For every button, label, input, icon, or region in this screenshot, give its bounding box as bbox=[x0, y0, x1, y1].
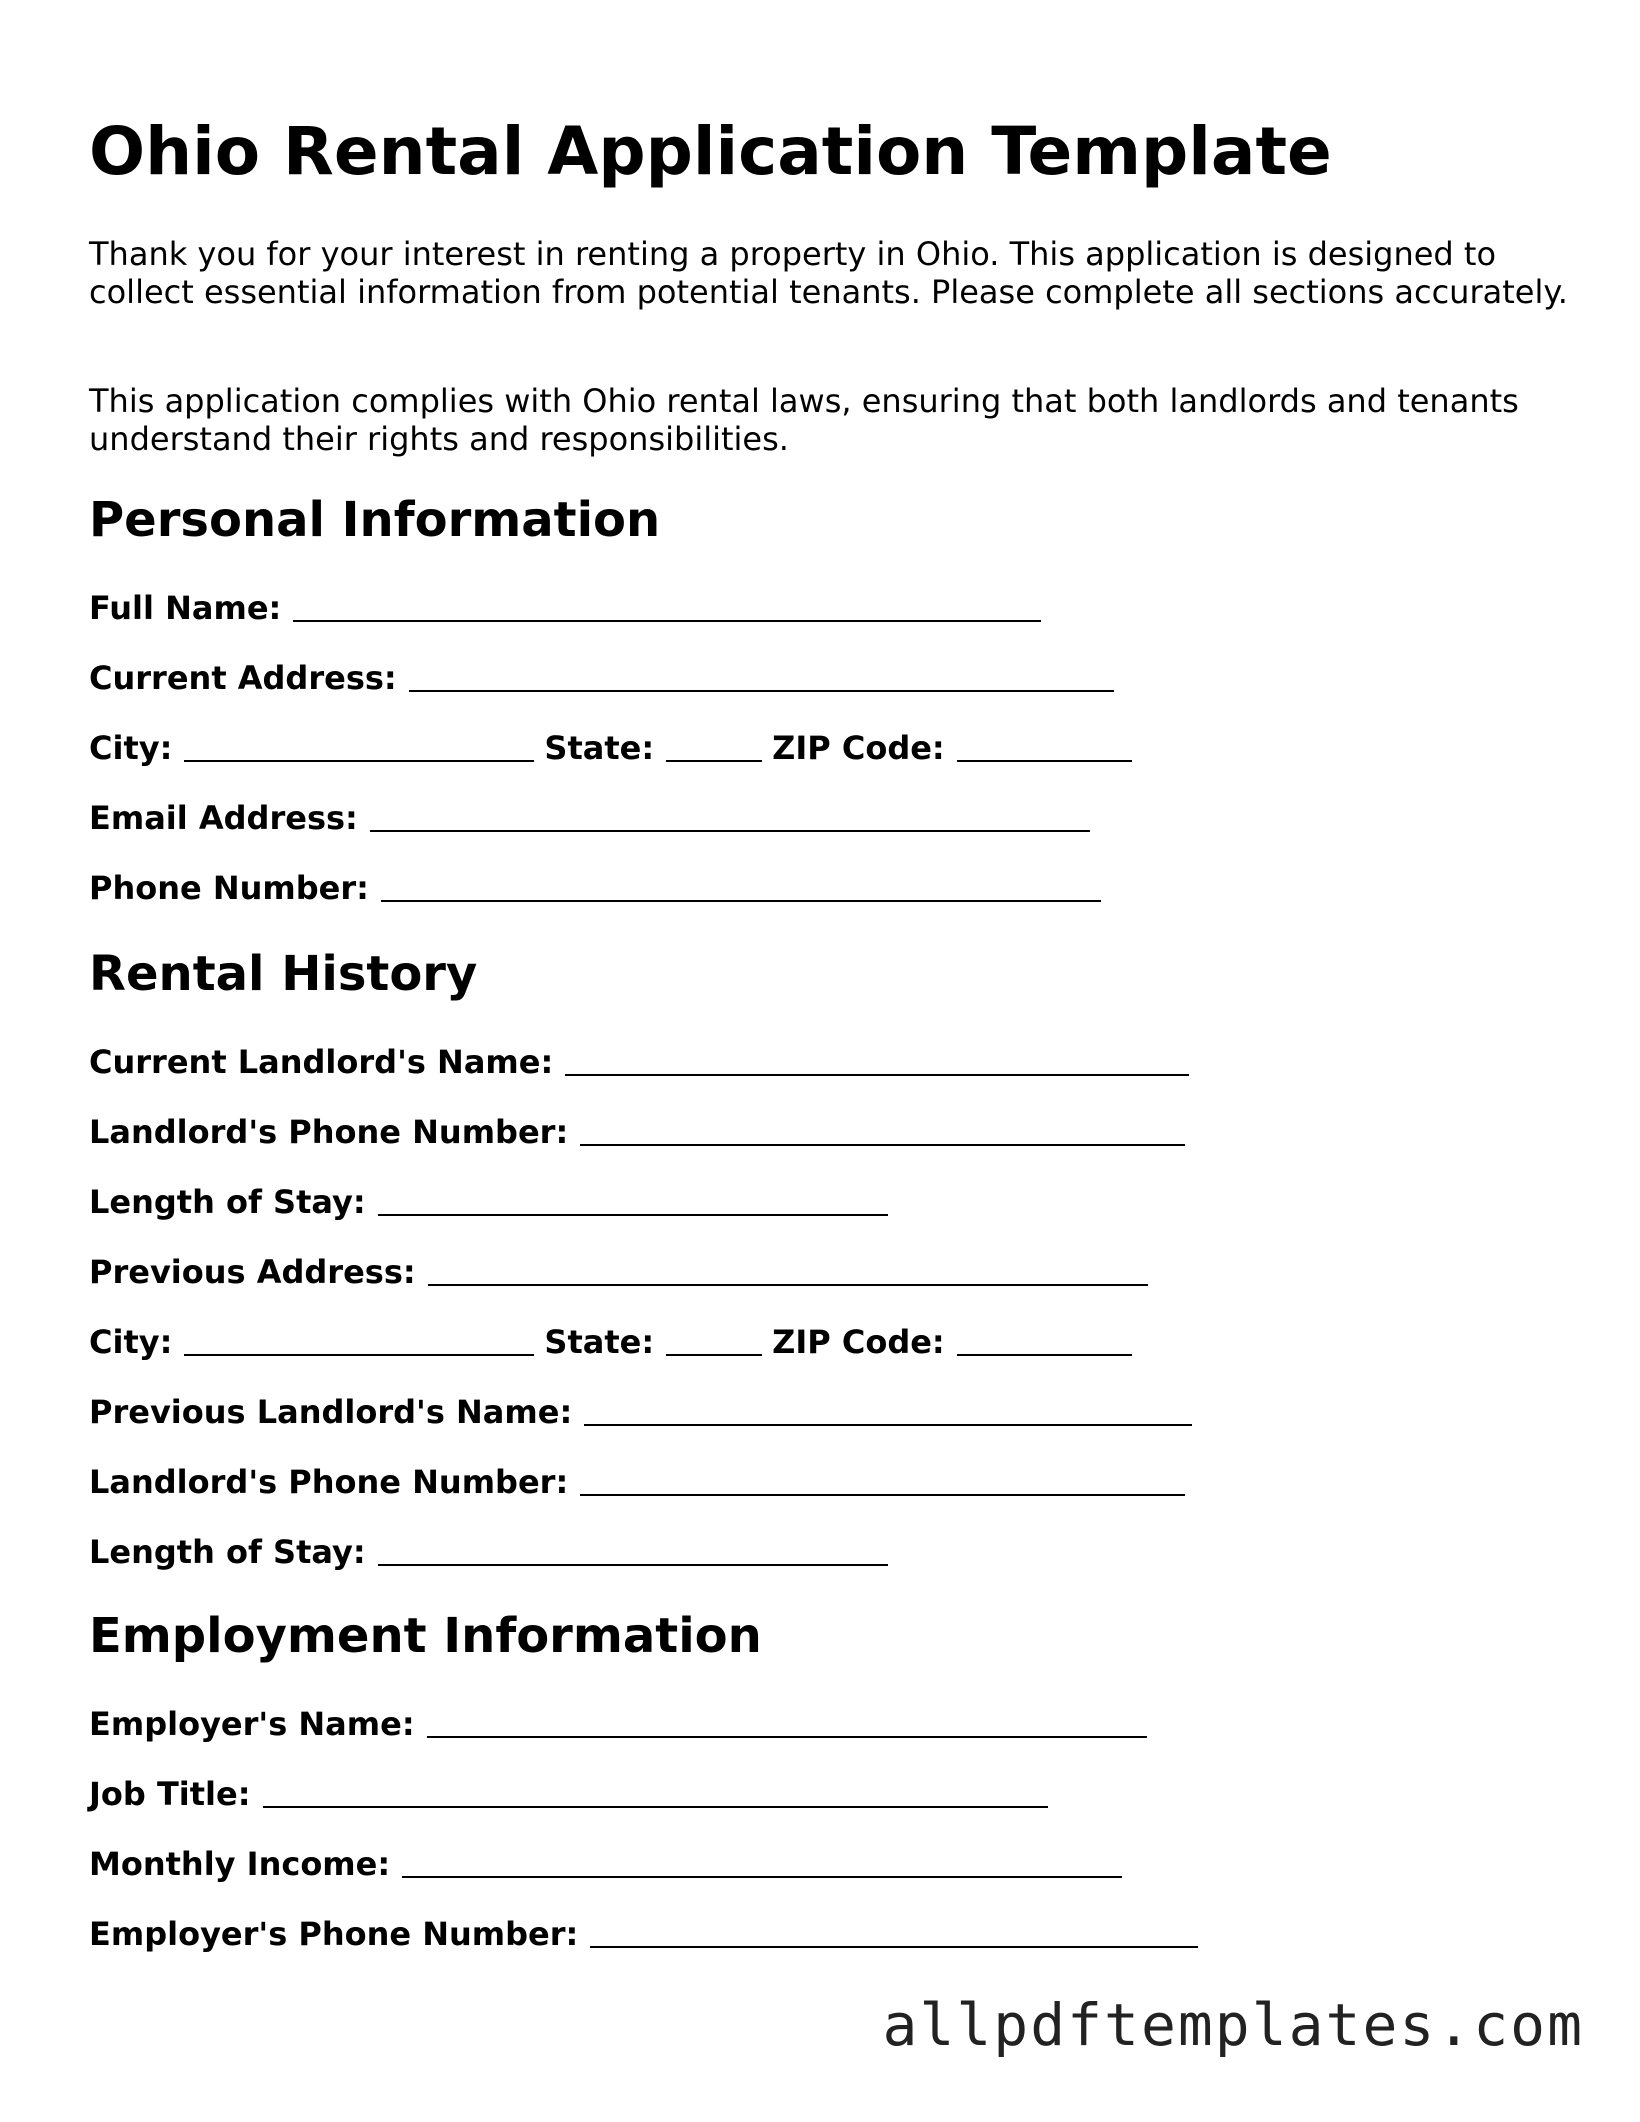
watermark-footer: allpdftemplates.com bbox=[882, 1991, 1584, 2059]
previous-state-label: State: bbox=[544, 1323, 655, 1361]
full-name-field bbox=[89, 588, 1041, 628]
section-heading-rental-history: Rental History bbox=[89, 946, 478, 1002]
previous-length-of-stay-label: Length of Stay: bbox=[89, 1533, 366, 1571]
employer-name-label: Employer's Name: bbox=[89, 1705, 415, 1743]
previous-landlord-phone-field bbox=[89, 1462, 1185, 1502]
email-label: Email Address: bbox=[89, 799, 358, 837]
job-title-field bbox=[89, 1774, 1048, 1814]
email-input-line[interactable] bbox=[370, 800, 1090, 832]
previous-zip-input-line[interactable] bbox=[957, 1324, 1132, 1356]
previous-address-label: Previous Address: bbox=[89, 1253, 416, 1291]
previous-state-input-line[interactable] bbox=[666, 1324, 762, 1356]
section-heading-personal: Personal Information bbox=[89, 492, 661, 548]
phone-label: Phone Number: bbox=[89, 869, 369, 907]
previous-address-input-line[interactable] bbox=[428, 1254, 1148, 1286]
current-landlord-input-line[interactable] bbox=[565, 1044, 1189, 1076]
current-landlord-label: Current Landlord's Name: bbox=[89, 1043, 554, 1081]
previous-landlord-label: Previous Landlord's Name: bbox=[89, 1393, 573, 1431]
phone-field bbox=[89, 868, 1101, 908]
page-title: Ohio Rental Application Template bbox=[89, 113, 1332, 190]
length-of-stay-input-line[interactable] bbox=[378, 1184, 888, 1216]
full-name-input-line[interactable] bbox=[293, 590, 1041, 622]
length-of-stay-label: Length of Stay: bbox=[89, 1183, 366, 1221]
previous-length-of-stay-field bbox=[89, 1532, 888, 1572]
previous-city-state-zip-row bbox=[89, 1322, 1132, 1362]
monthly-income-input-line[interactable] bbox=[402, 1846, 1122, 1878]
intro-paragraph-1: Thank you for your interest in renting a property in Ohio. This application is designed to collect essential information from potential tenants. Please complete all sections accurately. bbox=[89, 235, 1568, 311]
city-state-zip-row bbox=[89, 728, 1132, 768]
current-address-label: Current Address: bbox=[89, 659, 397, 697]
state-label: State: bbox=[544, 729, 655, 767]
current-address-input-line[interactable] bbox=[409, 660, 1114, 692]
previous-length-of-stay-input-line[interactable] bbox=[378, 1534, 888, 1566]
landlord-phone-label: Landlord's Phone Number: bbox=[89, 1113, 569, 1151]
city-input-line[interactable] bbox=[184, 730, 534, 762]
previous-city-input-line[interactable] bbox=[184, 1324, 534, 1356]
employer-name-field bbox=[89, 1704, 1147, 1744]
employer-phone-label: Employer's Phone Number: bbox=[89, 1915, 579, 1953]
landlord-phone-field bbox=[89, 1112, 1185, 1152]
employer-name-input-line[interactable] bbox=[427, 1706, 1147, 1738]
landlord-phone-input-line[interactable] bbox=[580, 1114, 1185, 1146]
previous-address-field bbox=[89, 1252, 1148, 1292]
full-name-label: Full Name: bbox=[89, 589, 282, 627]
previous-landlord-phone-input-line[interactable] bbox=[580, 1464, 1185, 1496]
employer-phone-input-line[interactable] bbox=[590, 1916, 1198, 1948]
previous-landlord-input-line[interactable] bbox=[584, 1394, 1192, 1426]
employer-phone-field bbox=[89, 1914, 1198, 1954]
previous-city-label: City: bbox=[89, 1323, 173, 1361]
zip-input-line[interactable] bbox=[957, 730, 1132, 762]
current-landlord-field bbox=[89, 1042, 1189, 1082]
job-title-input-line[interactable] bbox=[263, 1776, 1048, 1808]
state-input-line[interactable] bbox=[666, 730, 762, 762]
zip-label: ZIP Code: bbox=[772, 729, 945, 767]
intro-paragraph-2: This application complies with Ohio rental laws, ensuring that both landlords and tenants understand their rights and responsibilities. bbox=[89, 382, 1519, 458]
city-label: City: bbox=[89, 729, 173, 767]
job-title-label: Job Title: bbox=[89, 1775, 251, 1813]
monthly-income-label: Monthly Income: bbox=[89, 1845, 391, 1883]
previous-zip-label: ZIP Code: bbox=[772, 1323, 945, 1361]
email-field bbox=[89, 798, 1090, 838]
monthly-income-field bbox=[89, 1844, 1122, 1884]
length-of-stay-field bbox=[89, 1182, 888, 1222]
previous-landlord-field bbox=[89, 1392, 1192, 1432]
current-address-field bbox=[89, 658, 1114, 698]
previous-landlord-phone-label: Landlord's Phone Number: bbox=[89, 1463, 569, 1501]
section-heading-employment: Employment Information bbox=[89, 1608, 762, 1664]
phone-input-line[interactable] bbox=[381, 870, 1101, 902]
